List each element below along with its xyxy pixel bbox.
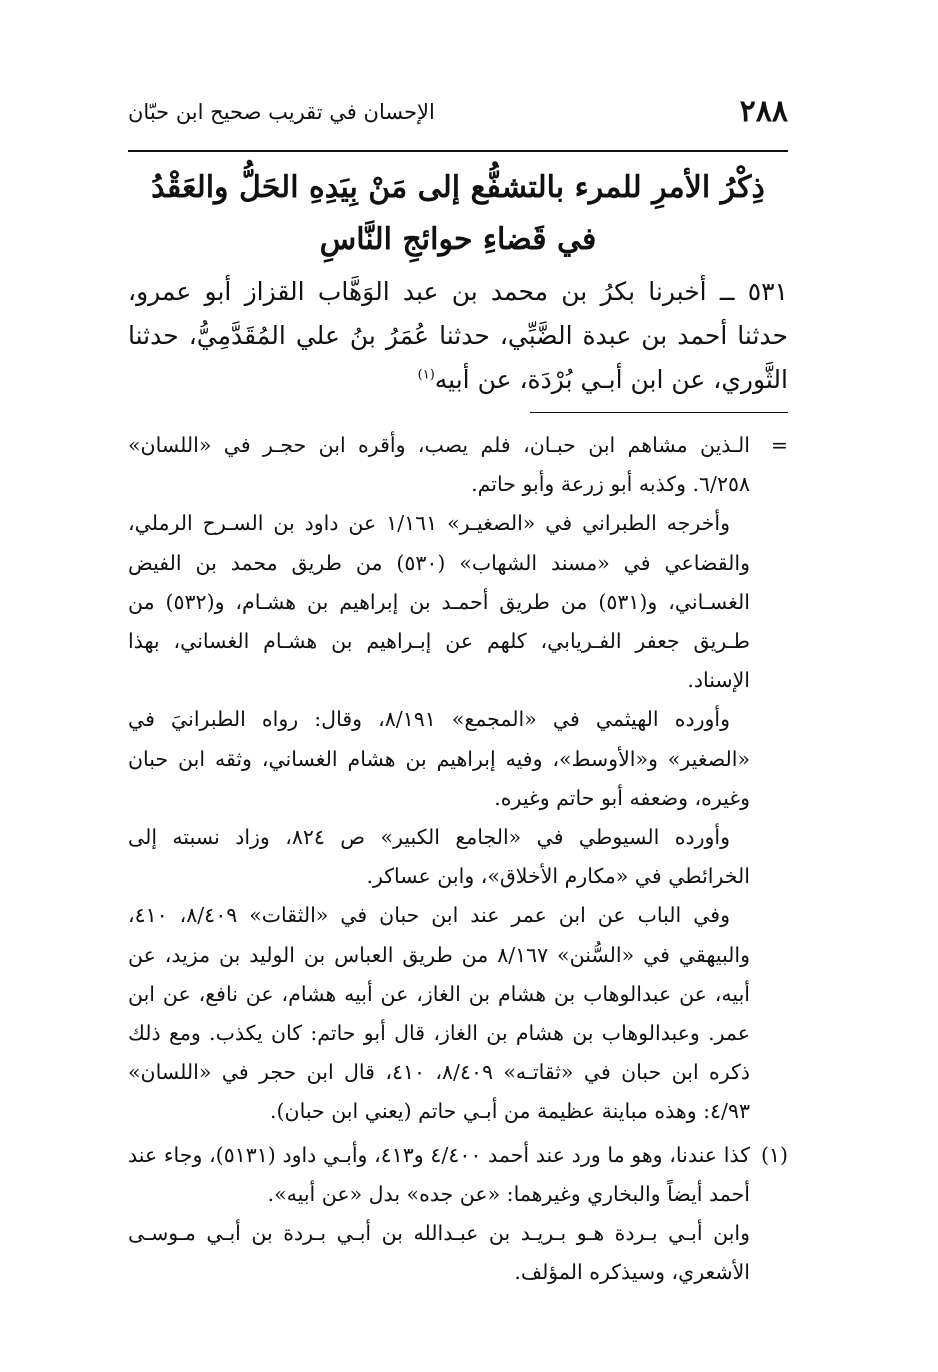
- footnote-continuation: [128, 426, 788, 1132]
- footnotes: [128, 426, 788, 1294]
- chapter-heading-line-1: ذِكْرُ الأمرِ للمرء بالتشفُّع إلى مَنْ بِيَدِهِ الحَلُّ والعَقْدُ: [151, 170, 765, 205]
- footnote-paragraph: وأخرجه الطبراني في «الصغيـر» ١/١٦١ عن داود بن السـرح الرملي، والقضاعي في «مسند الشهاب» (٥٣٠) من طريق محمد بن الفيض الغسـاني، و(٥٣١) من طريق أحمـد بن إبراهيم بن هشـام، و(٥٣٢) من طـريق جعفر الفـريابي، كلهم عن إبـراهيم بن هشـام الغساني، بهذا الإسناد.: [128, 511, 751, 693]
- footnote-separator: [530, 412, 788, 413]
- chapter-heading-line-2: في قَضاءِ حوائجِ النَّاسِ: [319, 222, 597, 257]
- footnote-paragraph: وأورده السيوطي في «الجامع الكبير» ص ٨٢٤، وزاد نسبته إلى الخرائطي في «مكارم الأخلاق»، وابن عساكر.: [128, 825, 750, 889]
- running-header: [128, 94, 788, 134]
- header-rule: [128, 150, 788, 152]
- footnote-paragraph: وفي الباب عن ابن عمر عند ابن حبان في «الثقات» ٨/٤٠٩، ٤١٠، والبيهقي في «السُّنن» ٨/١٦٧ من طريق العباس بن الوليد بن مزيد، عن أبيه، عن عبدالوهاب بن هشام بن الغاز، عن أبيه هشام، عن نافع، عن ابن عمر. وعبدالوهاب بن هشام بن الغاز، قال أبو حاتم: كان يكذب. ومع ذلك ذكره ابن حبان في «ثقاتـه» ٨/٤٠٩، ٤١٠، قال ابن حجر في «اللسان» ٤/٩٣: وهذه مباينة عظيمة من أبـي حاتم (يعني ابن حبان).: [128, 903, 750, 1124]
- footnote-paragraph: كذا عندنا، وهو ما ورد عند أحمد ٤/٤٠٠ و٤١٣، وأبـي داود (٥١٣١)، وجاء عند أحمد أيضاً والبخاري وغيرهما: «عن جده» بدل «عن أبيه».: [128, 1142, 750, 1206]
- footnote-paragraph: وابن أبـي بـردة هـو بـريـد بن عبـدالله بن أبـي بـردة بن أبـي مـوسـى الأشعري، وسيذكره المؤلف.: [128, 1221, 750, 1285]
- footnote-number: (١): [760, 1142, 788, 1167]
- hadith-text-block: [128, 270, 788, 402]
- footnote-paragraph: الـذين مشاهم ابن حبـان، فلم يصب، وأقره ابن حجـر في «اللسان» ٦/٢٥٨. وكذبه أبو زرعة وأبو حاتم.: [128, 433, 750, 497]
- page-number: ٢٨٨: [739, 94, 788, 129]
- continuation-mark: =: [770, 433, 788, 457]
- footnote-1: [128, 1136, 788, 1293]
- footnote-paragraph: وأورده الهيثمي في «المجمع» ٨/١٩١، وقال: رواه الطبرانيَ في «الصغير» و«الأوسط»، وفيه إبراهيم بن هشام الغساني، وثقه ابن حبان وغيره، وضعفه أبو حاتم وغيره.: [128, 707, 750, 810]
- hadith-text: ٥٣١ ــ أخبرنا بكرُ بن محمد بن عبد الوَهَّاب القزاز أبو عمرو، حدثنا أحمد بن عبدة الضَّبِّي، حدثنا عُمَرُ بنُ علي المُقَدَّمِيُّ، حدثنا الثَّوري، عن ابن أبـي بُرْدَة، عن أبيه: [128, 277, 788, 394]
- footnote-reference: (١): [417, 367, 435, 383]
- running-title: الإحسان في تقريب صحيح ابن حبّان: [128, 100, 435, 124]
